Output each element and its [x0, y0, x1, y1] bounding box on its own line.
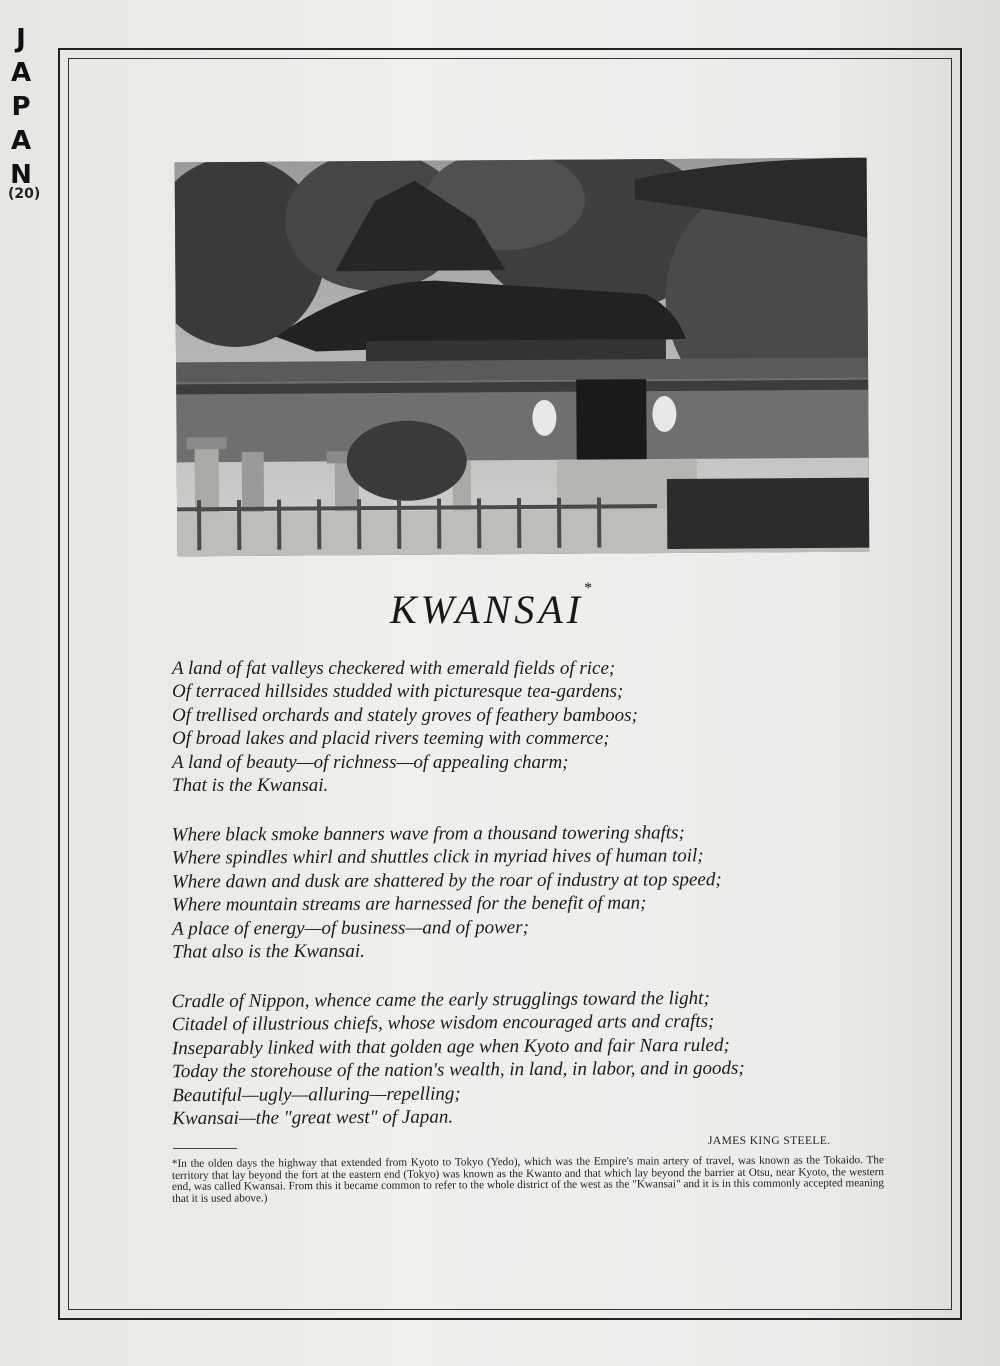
poem-line: Where dawn and dusk are shattered by the roar of industry at top speed; [171, 868, 722, 893]
page-number: (20) [8, 186, 41, 202]
poem-line: A land of fat valleys checkered with emerald fields of rice; [172, 658, 616, 679]
side-letter: A [10, 58, 32, 88]
poem-line: Of broad lakes and placid rivers teeming with commerce; [172, 728, 610, 750]
poem-line: Cradle of Nippon, whence came the early strugglings toward the light; [171, 987, 710, 1013]
poem-title [390, 580, 597, 633]
side-letter: J [16, 24, 26, 54]
poem-line: Where mountain streams are harnessed for the benefit of man; [172, 892, 647, 916]
poem-line: Where black smoke banners wave from a thousand towering shafts; [171, 822, 685, 846]
side-letter: N [10, 160, 32, 190]
poem-line: A place of energy—of business—and of power; [172, 916, 529, 940]
poem-line: Of trellised orchards and stately groves of feathery bamboos; [172, 704, 638, 726]
poem-stanza-2 [172, 820, 893, 964]
poem-line: A land of beauty—of richness—of appealing charm; [172, 751, 569, 773]
footnote-text: *In the olden days the highway that extended from Kyoto to Tokyo (Yedo), which was the Empire's main artery of travel, was known as the Tokaido. The territory that lay beyond the fort at the eastern end (Tokyo) was known as the Kwanto and that which lay beyond the barrier at Otsu, near Kyoto, the western end, was called Kwansai. From this it became common to refer to the whole district of the west as the "Kwansai" and it is in this commonly accepted meaning that it is used above.) [171, 1154, 885, 1205]
poem-author: JAMES KING STEELE. [708, 1135, 831, 1147]
poem-stanza-3 [172, 986, 893, 1131]
poem-line: That also is the Kwansai. [172, 940, 365, 963]
poem-line: Beautiful—ugly—alluring—repelling; [172, 1083, 461, 1106]
side-title-japan [4, 22, 38, 192]
title-text: KWANSAI [390, 587, 585, 632]
poem-line: Kwansai—the "great west" of Japan. [172, 1106, 454, 1130]
poem-line: That is the Kwansai. [172, 775, 329, 797]
poem-line: Inseparably linked with that golden age when Kyoto and fair Nara ruled; [171, 1034, 730, 1060]
poem-stanza-1 [172, 657, 892, 797]
poem-line: Where spindles whirl and shuttles click in myriad hives of human toil; [171, 845, 704, 869]
poem-line: Citadel of illustrious chiefs, whose wisdom encouraged arts and crafts; [171, 1011, 715, 1036]
temple-gate-photo [175, 158, 870, 557]
poem-line: Today the storehouse of the nation's wealth, in land, in labor, and in goods; [172, 1057, 745, 1083]
poem-line: Of terraced hillsides studded with picturesque tea-gardens; [172, 681, 624, 703]
side-letter: A [10, 126, 32, 156]
side-letter: P [11, 92, 31, 122]
temple-gate-photo-icon [175, 158, 870, 557]
title-footnote-mark: * [584, 580, 597, 597]
footnote-rule [173, 1148, 237, 1149]
